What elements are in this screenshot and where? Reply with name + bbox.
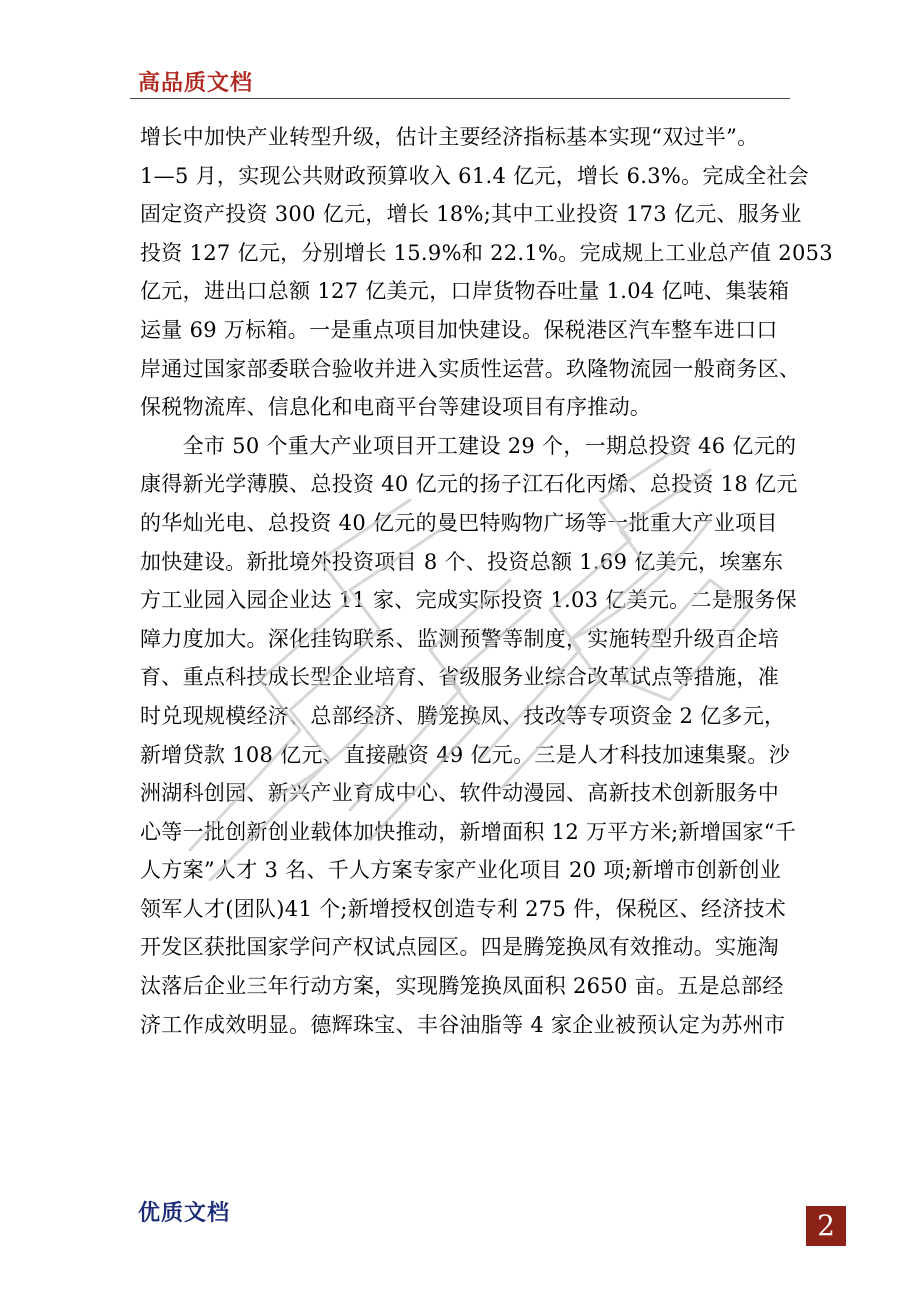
- body-line: 济工作成效明显。德辉珠宝、丰谷油脂等 4 家企业被预认定为苏州市: [140, 1012, 786, 1037]
- body-line: 岸通过国家部委联合验收并进入实质性运营。玖隆物流园一般商务区、: [140, 356, 801, 381]
- body-line: 的华灿光电、总投资 40 亿元的曼巴特购物广场等一批重大产业项目: [140, 510, 778, 535]
- body-line: 领军人才(团队)41 个;新增授权创造专利 275 件，保税区、经济技术: [140, 896, 787, 921]
- body-line: 开发区获批国家学问产权试点园区。四是腾笼换凤有效推动。实施淘: [140, 935, 779, 960]
- body-line: 时兑现规模经济、总部经济、腾笼换凤、技改等专项资金 2 亿多元，: [140, 703, 786, 728]
- header-title: 高品质文档: [138, 71, 254, 96]
- body-line: 运量 69 万标箱。一是重点项目加快建设。保税港区汽车整车进口口: [140, 317, 778, 342]
- footer-title: 优质文档: [138, 1201, 231, 1226]
- body-line: 新增贷款 108 亿元、直接融资 49 亿元。三是人才科技加速集聚。沙: [140, 742, 791, 767]
- page-number-badge: 2: [806, 1206, 846, 1246]
- header-divider: [130, 98, 790, 99]
- body-line: 人方案”人才 3 名、千人方案专家产业化项目 20 项;新增市创新创业: [140, 858, 782, 883]
- body-line: 康得新光学薄膜、总投资 40 亿元的扬子江石化丙烯、总投资 18 亿元: [140, 472, 798, 497]
- body-line: 方工业园入园企业达 11 家、完成实际投资 1.03 亿美元。二是服务保: [140, 588, 797, 613]
- body-line: 投资 127 亿元，分别增长 15.9%和 22.1%。完成规上工业总产值 2053: [140, 240, 833, 265]
- body-line: 加快建设。新批境外投资项目 8 个、投资总额 1.69 亿美元，埃塞东: [140, 549, 784, 574]
- body-line: 亿元，进出口总额 127 亿美元，口岸货物吞吐量 1.04 亿吨、集装箱: [140, 279, 790, 304]
- body-line: 增长中加快产业转型升级，估计主要经济指标基本实现“双过半”。: [140, 125, 759, 149]
- document-body: [140, 118, 833, 1044]
- body-line: 障力度加大。深化挂钩联系、监测预警等制度，实施转型升级百企培: [140, 626, 779, 651]
- body-line: 育、重点科技成长型企业培育、省级服务业综合改革试点等措施，准: [140, 665, 779, 690]
- body-line: 固定资产投资 300 亿元，增长 18%;其中工业投资 173 亿元、服务业: [140, 202, 802, 227]
- body-line: 洲湖科创园、新兴产业育成中心、软件动漫园、高新技术创新服务中: [140, 781, 779, 806]
- body-line: 保税物流库、信息化和电商平台等建设项目有序推动。: [140, 395, 652, 420]
- body-line: 汰落后企业三年行动方案，实现腾笼换凤面积 2650 亩。五是总部经: [140, 974, 784, 999]
- body-line: 1—5 月，实现公共财政预算收入 61.4 亿元，增长 6.3%。完成全社会: [140, 163, 809, 188]
- body-line: 全市 50 个重大产业项目开工建设 29 个，一期总投资 46 亿元的: [140, 433, 797, 458]
- body-line: 心等一批创新创业载体加快推动，新增面积 12 万平方米;新增国家“千: [140, 819, 797, 844]
